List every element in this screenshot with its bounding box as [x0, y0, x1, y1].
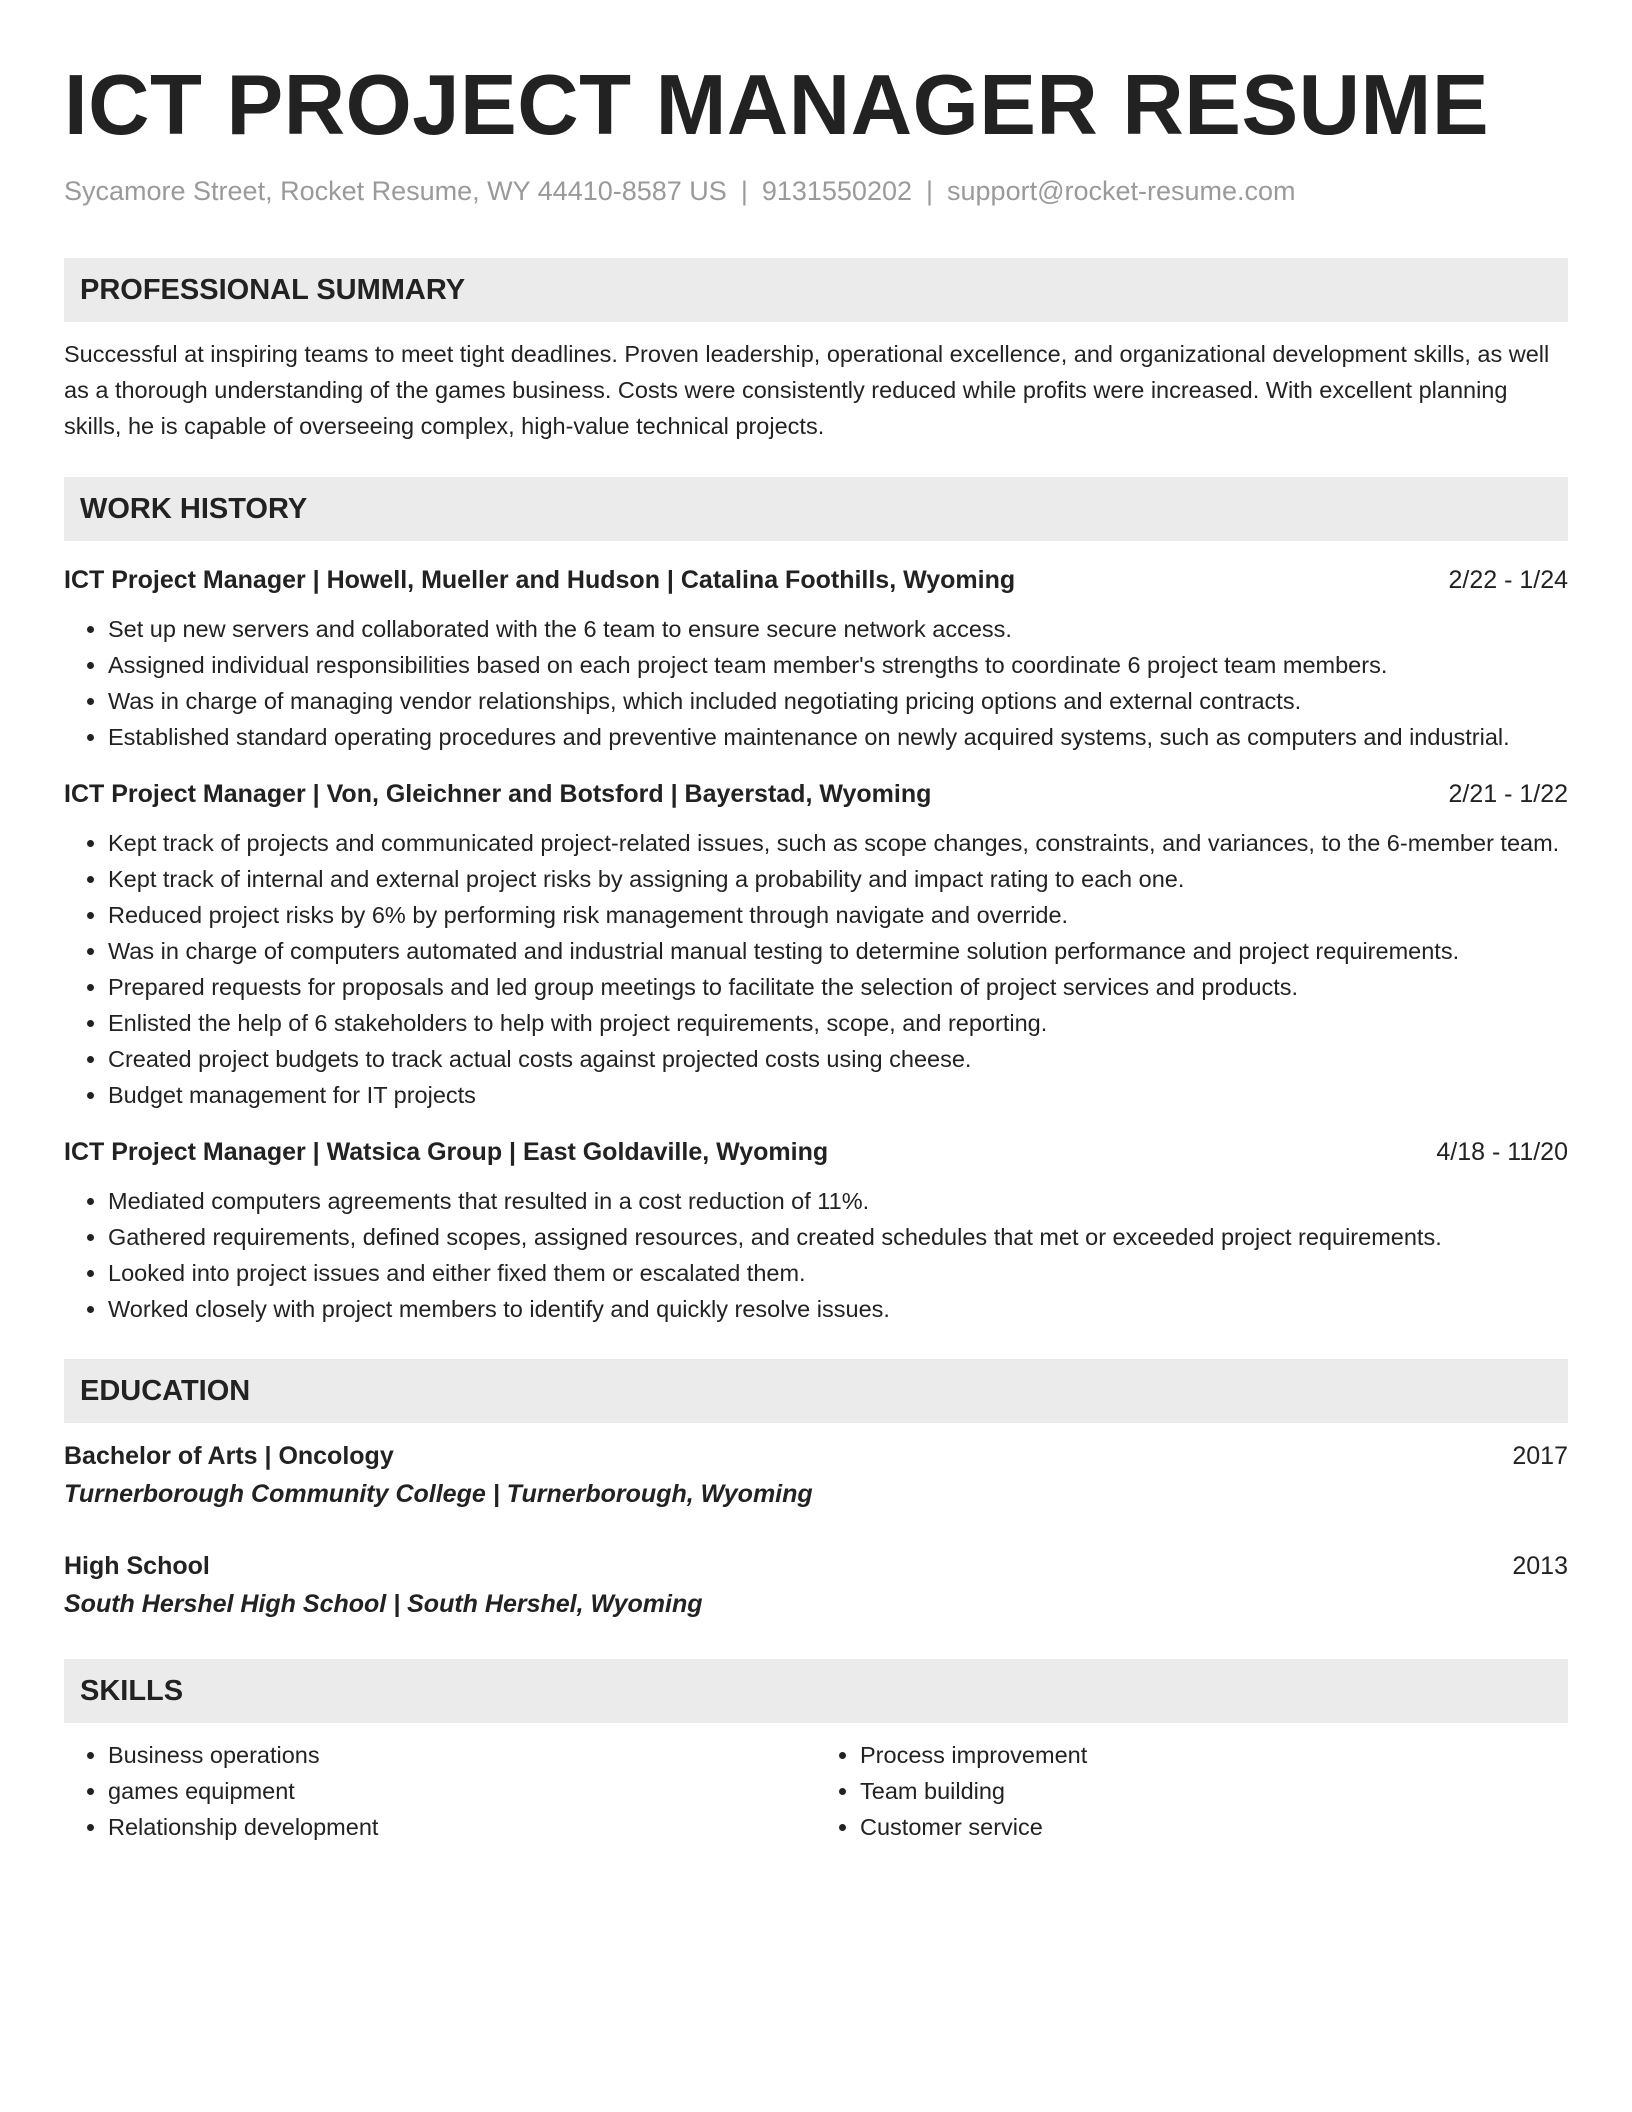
- summary-text: Successful at inspiring teams to meet tight deadlines. Proven leadership, operational excellence, and organizational development skills, as well as a thorough understanding of the games business. Costs were consistently reduced while profits were increased. With excellent planning skills, he is capable of overseeing complex, high-value technical projects.: [64, 341, 1550, 439]
- job-bullet: • Created project budgets to track actual costs against projected costs using cheese.: [108, 1041, 1568, 1077]
- job-title: ICT Project Manager | Von, Gleichner and Botsford | Bayerstad, Wyoming: [64, 780, 932, 808]
- contact-email: support@rocket-resume.com: [947, 176, 1296, 206]
- skill-item: • games equipment: [108, 1773, 816, 1809]
- job-title: ICT Project Manager | Howell, Mueller and Hudson | Catalina Foothills, Wyoming: [64, 566, 1016, 594]
- job-bullets: [64, 611, 1568, 755]
- job-bullet: • Kept track of projects and communicated project-related issues, such as scope changes, constraints, and variances, to the 6-member team.: [108, 825, 1568, 861]
- job-bullet: • Budget management for IT projects: [108, 1077, 1568, 1113]
- job-bullet: • Prepared requests for proposals and led group meetings to facilitate the selection of project services and products.: [108, 969, 1568, 1005]
- job-bullet: • Gathered requirements, defined scopes, assigned resources, and created schedules that met or exceeded project requirements.: [108, 1219, 1568, 1255]
- education-year: 2017: [1512, 1442, 1568, 1470]
- section-heading-summary: PROFESSIONAL SUMMARY: [64, 258, 1568, 322]
- education-year: 2013: [1512, 1552, 1568, 1580]
- job-bullet: • Looked into project issues and either fixed them or escalated them.: [108, 1255, 1568, 1291]
- skill-item: • Team building: [860, 1773, 1568, 1809]
- resume-title: ICT PROJECT MANAGER RESUME: [64, 58, 1490, 153]
- education-header: [64, 1437, 1568, 1475]
- job-bullet: • Worked closely with project members to identify and quickly resolve issues.: [108, 1291, 1568, 1327]
- skills-column-right: [816, 1737, 1568, 1845]
- contact-separator: |: [740, 176, 748, 206]
- job-bullets: [64, 1183, 1568, 1327]
- job-dates: 2/21 - 1/22: [1448, 780, 1568, 808]
- job-dates: 2/22 - 1/24: [1448, 566, 1568, 594]
- job-bullet: • Reduced project risks by 6% by performing risk management through navigate and override.: [108, 897, 1568, 933]
- job-header: [64, 777, 1568, 811]
- skills-list: [64, 1737, 1568, 1845]
- job-bullet: • Kept track of internal and external project risks by assigning a probability and impact rating to each one.: [108, 861, 1568, 897]
- job-bullets: [64, 825, 1568, 1113]
- job-bullet: • Was in charge of computers automated and industrial manual testing to determine solution performance and project requirements.: [108, 933, 1568, 969]
- education-degree: High School: [64, 1552, 210, 1580]
- education-school: Turnerborough Community College | Turnerborough, Wyoming: [64, 1480, 813, 1508]
- contact-phone: 9131550202: [761, 176, 912, 206]
- skill-item: • Relationship development: [108, 1809, 816, 1845]
- job-bullet: • Mediated computers agreements that resulted in a cost reduction of 11%.: [108, 1183, 1568, 1219]
- education-entry: [64, 1437, 1568, 1513]
- section-heading-work-history: WORK HISTORY: [64, 477, 1568, 541]
- skills-column-left: [64, 1737, 816, 1845]
- job-entry: [64, 777, 1568, 1113]
- skill-item: • Process improvement: [860, 1737, 1568, 1773]
- job-dates: 4/18 - 11/20: [1436, 1138, 1568, 1166]
- education-header: [64, 1547, 1568, 1585]
- job-bullet: • Set up new servers and collaborated with the 6 team to ensure secure network access.: [108, 611, 1568, 647]
- job-bullet: • Assigned individual responsibilities based on each project team member's strengths to coordinate 6 project team members.: [108, 647, 1568, 683]
- job-bullet: • Was in charge of managing vendor relationships, which included negotiating pricing options and external contracts.: [108, 683, 1568, 719]
- skill-item: • Business operations: [108, 1737, 816, 1773]
- job-header: [64, 1135, 1568, 1169]
- job-bullet: • Established standard operating procedures and preventive maintenance on newly acquired systems, such as computers and industrial.: [108, 719, 1568, 755]
- education-school: South Hershel High School | South Hershel, Wyoming: [64, 1590, 703, 1618]
- job-bullet: • Enlisted the help of 6 stakeholders to help with project requirements, scope, and reporting.: [108, 1005, 1568, 1041]
- job-entry: [64, 1135, 1568, 1327]
- contact-separator: |: [926, 176, 934, 206]
- section-heading-education: EDUCATION: [64, 1359, 1568, 1423]
- job-entry: [64, 563, 1568, 755]
- section-heading-skills: SKILLS: [64, 1659, 1568, 1723]
- education-entry: [64, 1547, 1568, 1623]
- education-degree: Bachelor of Arts | Oncology: [64, 1442, 394, 1470]
- contact-address: Sycamore Street, Rocket Resume, WY 44410-8587 US: [64, 176, 727, 206]
- skill-item: • Customer service: [860, 1809, 1568, 1845]
- job-header: [64, 563, 1568, 597]
- contact-line: [64, 174, 1568, 208]
- job-title: ICT Project Manager | Watsica Group | East Goldaville, Wyoming: [64, 1138, 829, 1166]
